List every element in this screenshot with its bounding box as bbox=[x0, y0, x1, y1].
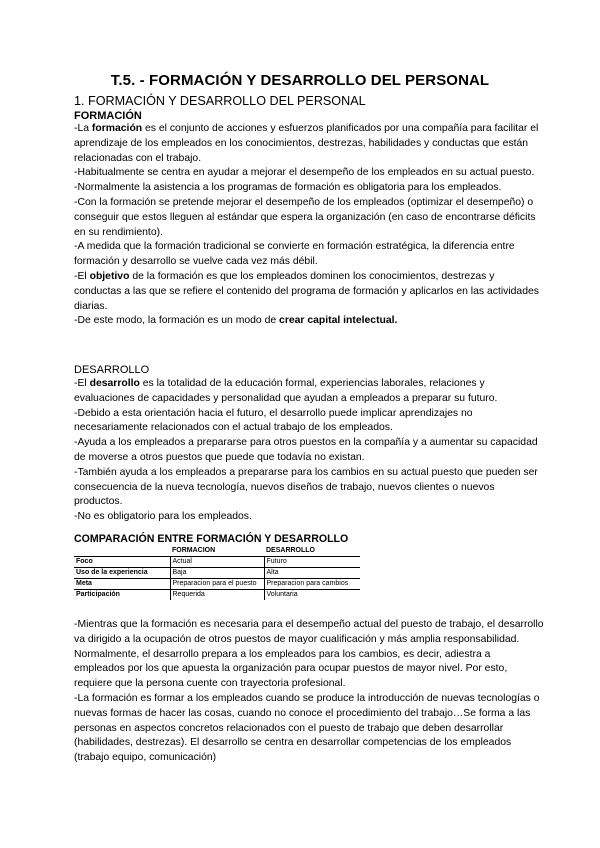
paragraph: -Habitualmente se centra en ayudar a mejorar el desempeño de los empleados en su actual puesto. bbox=[74, 167, 535, 179]
table-cell: Alta bbox=[264, 568, 360, 579]
table-row bbox=[74, 568, 360, 579]
table-cell: Requerida bbox=[170, 590, 264, 601]
row-label: Participación bbox=[74, 590, 170, 601]
comparison-heading: COMPARACIÓN ENTRE FORMACIÓN Y DESARROLLO bbox=[74, 533, 349, 545]
paragraph: -De este modo, la formación es un modo de crear capital intelectual. bbox=[74, 315, 398, 327]
table-header-cell: DESARROLLO bbox=[264, 546, 360, 557]
table-header-cell bbox=[74, 546, 170, 557]
paragraph: -La formación es el conjunto de acciones y esfuerzos planificados por una compañía para facilitar el aprendizaje de los empleados en los conocimientos, destrezas, habilidades y conductas que están relacionadas con el trabajo. bbox=[74, 123, 539, 164]
paragraph: -El desarrollo es la totalidad de la educación formal, experiencias laborales, relaciones y evaluaciones de capacidades y personalidad que ayudan a empleados a preparar su futuro. bbox=[74, 378, 498, 404]
paragraph: -Normalmente la asistencia a los programas de formación es obligatoria para los empleados. bbox=[74, 182, 502, 194]
table-cell: Actual bbox=[170, 557, 264, 568]
section-subtitle: 1. FORMACIÓN Y DESARROLLO DEL PERSONAL bbox=[74, 94, 366, 108]
paragraph: -También ayuda a los empleados a prepararse para los cambios en su actual puesto que pueden ser consecuencia de la nueva tecnología, nuevos diseños de trabajo, nuevos clientes o nuevos productos. bbox=[74, 466, 538, 508]
table-cell: Preparacion para cambios bbox=[264, 579, 360, 590]
table-row bbox=[74, 590, 360, 601]
table-cell: Baja bbox=[170, 568, 264, 579]
paragraph: -A medida que la formación tradicional se convierte en formación estratégica, la diferencia entre formación y desarrollo se vuelve cada vez más débil. bbox=[74, 241, 515, 268]
paragraph: -Ayuda a los empleados a prepararse para otros puestos en la compañía y a aumentar su capacidad de moverse a otros puestos que puede que todavía no existan. bbox=[74, 437, 538, 463]
table-header-cell: FORMACION bbox=[170, 546, 264, 557]
table-row bbox=[74, 579, 360, 590]
paragraph: -Mientras que la formación es necesaria para el desempeño actual del puesto de trabajo, el desarrollo va dirigido a la ocupación de otros puestos de mayor cualificación y más amplia responsabilidad. Normalmente, el desarrollo prepara a los empleados para los cambios, es decir, adiestra a empleados por los que apuesta la organización para ocupar puestos de mayor nivel. Por esto, requiere que la persona cuente con trayectoria profesional. bbox=[74, 619, 544, 690]
formacion-heading: FORMACIÓN bbox=[74, 110, 142, 122]
document-title: T.5. - FORMACIÓN Y DESARROLLO DEL PERSONAL bbox=[110, 72, 490, 89]
table-cell: Futuro bbox=[264, 557, 360, 568]
closing-section bbox=[74, 618, 544, 766]
paragraph: -Debido a esta orientación hacia el futuro, el desarrollo puede implicar aprendizajes no necesariamente relacionados con el actual trabajo de los empleados. bbox=[74, 407, 473, 434]
paragraph: -No es obligatorio para los empleados. bbox=[74, 511, 252, 523]
table-row bbox=[74, 557, 360, 568]
desarrollo-heading: DESARROLLO bbox=[74, 364, 150, 376]
row-label: Uso de la experiencia bbox=[74, 568, 170, 579]
row-label: Foco bbox=[74, 557, 170, 568]
formacion-section bbox=[74, 122, 544, 329]
paragraph: -La formación es formar a los empleados cuando se produce la introducción de nuevas tecnologías o nuevas formas de hacer las cosas, cuando no conoce el procedimiento del trabajo…Se forma a las personas en aspectos concretos relacionados con el puesto de trabajo que deben desarrollar (habilidades, destrezas). El desarrollo se centra en desarrollar competencias de los empleados (trabajo equipo, comunicación) bbox=[74, 692, 540, 764]
comparison-table bbox=[74, 546, 360, 600]
table-cell: Voluntaria bbox=[266, 591, 298, 598]
row-label: Meta bbox=[74, 579, 170, 590]
paragraph: -Con la formación se pretende mejorar el desempeño de los empleados (optimizar el desempeño) o conseguir que estos lleguen al estándar que espera la organización (en caso de encontrarse déficits en su rendimiento). bbox=[74, 196, 536, 238]
table-header-row bbox=[74, 546, 360, 557]
table-cell: Preparacion para el puesto bbox=[170, 579, 264, 590]
desarrollo-section bbox=[74, 377, 544, 525]
paragraph: -El objetivo de la formación es que los empleados dominen los conocimientos, destrezas y conductas a las que se refiere el contenido del programa de formación y aplicarlos en las actividades diarias. bbox=[74, 270, 539, 312]
